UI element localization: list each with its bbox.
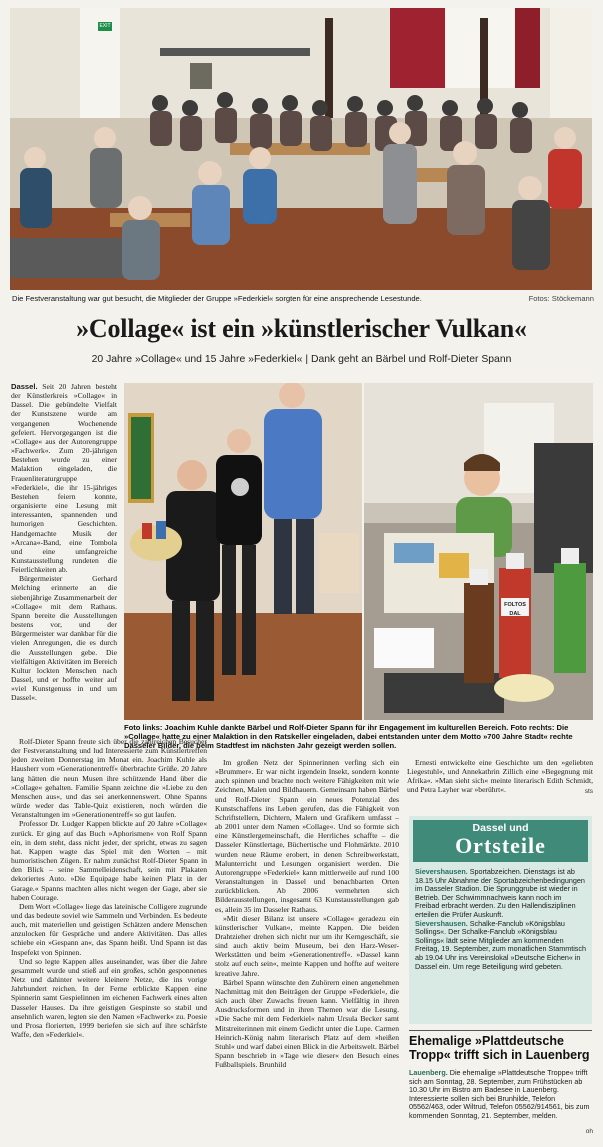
paragraph [11, 902, 207, 957]
city-name: Sievershausen. [415, 867, 468, 876]
box-divider [409, 1030, 592, 1031]
paragraph-text: Dem Wort »Collage« liege das lateinische Colligere zugrunde und das bedeute soviel wie Sammeln und Verbinden. Es bedeute auch, mit materiellen und geistigen Schätzen andere Menschen anzulocken für Gespräche und andere Aktivitäten. Das alles schiebe ein »Gespann an«, das Spann heißt. Und Spann ist das Inspefekt von Spinnen. [11, 901, 207, 957]
paragraph-text: Und so legte Kappen alles auseinander, was über die Jahre gesammelt wurde und stieß auf ein großes, schön gesponnenes Netz und dahinter weitere kleinere Netze, die ins vorige Jahrhundert reichen. In der Ferne erblickte Kappen eine Spinnerin samt Gespielinnen im eichenen Fachwerk eines alten Dasseler Hauses. Da ihre geistigen Gespinste so stabil und ansehnlich waren, legten sie den Namen »Fachwerk« zu. Poesie und Prosa florierten, 1999 beriefen sie sich auf ihre schärfste Waffe, den »Federkiel«. [11, 956, 207, 1039]
paragraph [415, 920, 586, 972]
top-photo-caption: Die Festveranstaltung war gut besucht, die Mitglieder der Gruppe »Federkiel« sorgten für eine ansprechende Lesestunde. [12, 294, 422, 303]
paragraph [11, 737, 207, 819]
exit-sign-label: EXIT [99, 23, 111, 29]
paragraph [11, 957, 207, 1039]
photo-left [124, 383, 362, 720]
ortsteile-title: Ortsteile [455, 833, 546, 858]
photo-credit: Fotos: Stöckemann [528, 294, 594, 303]
lower-photos-caption: Foto links: Joachim Kuhle dankte Bärbel und Rolf-Dieter Spann für ihr Engagement im kulturellen Bereich. Foto rechts: Die »Collage« hatte zu einer Malaktion in den Ratskeller eingeladen, dabei entstanden unter dem Motto »700 Jahre Stadt« rechte Dasseler Bilder, die beim Stadtfest im nächsten Jahr gezeigt werden sollen. [124, 723, 573, 751]
paragraph-text: Sportabzeichen. Dienstags ist ab 18.15 Uhr Abnahme der Sportabzeichenbedingungen im Dasseler Stadion. Die Sprunggrube ist wieder in Betrieb. Der Schwimmnachweis kann noch im Freibad erbracht werden. Zu den Hallendisziplinen erteilen die Prüfer Auskunft. [415, 867, 585, 919]
article-column-2 [215, 758, 399, 1139]
paragraph [409, 1069, 592, 1095]
paragraph-text: Professor Dr. Ludger Kappen blickte auf 20 Jahre »Collage« zurück. Er ging auf das Buch »Aphorismen« von Rolf Spann ein, in dem steht, dass nicht jeder, der spricht, etwas zu sagen hat. Kappen wagte das Spiel mit den Worten – mit humoristischen Zügen. Er nahm zunächst Rolf-Dieter Spann in den Blick – seine Sammelleidenschaft, sein mit Plakaten dekoriertes Auto. »Die Equipage habe keinen Platz in der Garage.« Spanns machten alles nicht wegen der Gage, aber sie haben Courage. [11, 819, 207, 902]
city-name: Sievershausen. [415, 918, 468, 928]
paragraph-text: Rolf-Dieter Spann freute sich über die zahlreichen Besucher der Festveranstaltung und lud Interessierte zum Künstlertreffen jeden zweiten Donnerstag im Monat ein. Joachim Kuhle als Hausherr vom »Generationentreff« überbrachte Grüße. 20 Jahre lang hätten die neun Musen ihre schützende Hand über die »Collage« gehalten. Familie Spann zeichne die »Liebe zu den Menschen aus«, und das sei anerkennenswert. Ohne Spanns würde weder das Table-Quiz existieren, noch würden die Veranstaltungen im »Generationentreff« so gut laufen. [11, 737, 207, 820]
top-photo [10, 8, 592, 290]
author-signature: sts [584, 788, 593, 795]
paragraph [409, 1095, 592, 1121]
paragraph [11, 382, 117, 574]
ortsteile-box [409, 816, 592, 1024]
headline: »Collage« ist ein »künstlerischer Vulkan« [76, 314, 527, 343]
paragraph-text: Schalke-Fanclub »Königsblau Sollings«. Der Schalke-Fanclub »Königsblau Sollings« lädt seine Mitglieder am kommenden Freitag, 19. September, zum monatlichen Stammtisch ab 19.04 Uhr ins Vereinslokal »Deutsche Eichen« in Dassel ein. Um rege Beteiligung wird gebeten. [415, 918, 586, 971]
paint-bottle-label-1: FOLTOS [504, 602, 526, 608]
article-column-1-bottom [11, 737, 207, 1139]
paragraph [11, 819, 207, 901]
paragraph-text: Bürgermeister Gerhard Melching erinnerte an die siebenjährige Zusammenarbeit der »Collage« mit dem Rathaus. Spann bereite die Ausstellungen bestens vor, und der Bürgermeister war dankbar für die vielen Anregungen, die es durch die Ausstellungen gebe. Die vielfältigen Aktivitäten im Bereich Kultur lockten Menschen nach Dassel, und er hoffte weiter auf »viel Kunstgenuss in und um Dassel«. [11, 574, 117, 703]
plattdeutsche-headline: Ehemalige »Plattdeutsche Tropp« trifft sich in Lauenberg [409, 1034, 590, 1062]
paragraph-text: »Mit dieser Bilanz ist unsere »Collage« geradezu ein künstlerischer Vulkan«, meinte Kappen. Die beiden Drahtzieher drehen sich nicht nur um ihr Kerngeschäft, sie sind auch aktiv beim Museum, bei den Harz-Weser-Werkstätten und beim »Generationentreff«. »Dassel kann stolz auf euch sein«, meinte Kappen und hoffte auf weitere kreative Jahre. [215, 913, 399, 978]
photo-right [364, 383, 593, 720]
ortsteile-kicker: Dassel und [472, 822, 529, 834]
box-signature: oh [585, 1128, 593, 1135]
paragraph-text: Bärbel Spann wünschte den Zuhörern einen angenehmen Nachmittag mit den Beiträgen der Gruppe »Federkiel«, die sich auch über Zuwachs freuen kann. Vielfältig in ihren Ausdrucksformen und in ihren Themen war die Lesung. »Die Sache mit dem Federkiel« nahm Ursula Becker samt Mitstreiterinnen mit einem Gedicht unter die Lupe. Carmen Heinrich-König nahm literarisch Platz auf dem »heißen Stuhl« und warf dabei einen Blick in die Arbeitswelt. Bärbel Spann beschrieb in »Tage wie dieser« den Besuch eines Fußballspiels. Brunhild [215, 977, 399, 1070]
paragraph [215, 914, 399, 978]
ortsteile-items [415, 868, 586, 971]
paragraph [215, 978, 399, 1070]
paint-bottle-label-2: DAL [509, 611, 521, 617]
paragraph [215, 758, 399, 914]
subheadline: 20 Jahre »Collage« und 15 Jahre »Federkiel« | Dank geht an Bärbel und Rolf-Dieter Spann [91, 354, 512, 365]
article-column-1-top [11, 382, 117, 737]
paragraph-text: Interessierte sollen sich bei Brunhilde, Telefon 05562/463, oder Wiltrud, Telefon 05562/914561, bis zum kommenden Sonntag, 21. September, melden. [409, 1093, 590, 1120]
paragraph-text: Ernesti entwickelte eine Geschichte um den »geliebten Liegestuhl«, und Annekathrin Zillich eine »Begegnung mit Afrika«. »Man sieht sich« meinte literarisch Edith Schmidt, und Petra Layher war »berührt«. [407, 758, 593, 795]
paragraph [11, 574, 117, 702]
paragraph-text: Die ehemalige »Plattdeutsche Troppe« trifft sich am Sonntag, 28. September, zum Frühstücken ab 10.30 Uhr im Bistro am Badesee in Lauenberg. [409, 1068, 588, 1095]
paragraph-text: Im großen Netz der Spinnerinnen verfing sich ein »Brummer«. Er war nicht irgendein Insekt, sondern konnte auch spinnen und brachte noch weitere Fähigkeiten mit wie Zeichnen, Malen und Bildhauern. Gemeinsam haben Bärbel und Rolf-Dieter Spann ein neues Potenzial des Kunstschaffens ins Leben gerufen, das die Fähigkeit von Schriftstellern, Dichtern, Malern und Grafikern umfasst – ab 2001 unter dem Namen »Collage«. Und so formte sich eine Künstlergemeinschaft, die Herrliches schaffte – die Dasseler Künstlertage, Büchertische und Flohmärkte. 2010 wurden neue Räume erobert, in denen Schreibwerkstatt, Malunterricht und Lesungen organisiert werden. Die Autorengruppe »Federkiel« kann mittlerweile auf rund 100 Veranstaltungen in Dassel und benachbarten Orten zurückblicken. Ab 2006 vermehrten sich Bilderausstellungen, insgesamt 63 Kunstausstellungen gab es, allein 35 im Dasseler Rathaus. [215, 758, 399, 914]
paragraph [415, 868, 586, 920]
paragraph-text: Seit 20 Jahren besteht der Künstlerkreis »Collage« in Dassel. Die gebündelte Vielfalt der Kunstszene wurde am vergangenen Wochenende gefeiert. Hervorgegangen ist die »Collage« aus der Autorengruppe »Fachwerk«. Zum 20-jährigen Bestehen wurde zu einer Malaktion eingeladen, die Frauenliteraturgruppe »Federkiel«, die ihr 15-jähriges Bestehen feiern konnte, organisierte eine Lesung mit interessanten, spannenden und humorigen Geschichten. Handgemachte Musik der »Arcana«-Band, eine Tombola und eine umfangreiche Kunstausstellung rundeten die Feierlichkeiten ab. [11, 382, 117, 575]
dateline: Dassel. [11, 382, 38, 391]
city-name: Lauenberg. [409, 1068, 448, 1077]
plattdeutsche-items [409, 1069, 592, 1121]
